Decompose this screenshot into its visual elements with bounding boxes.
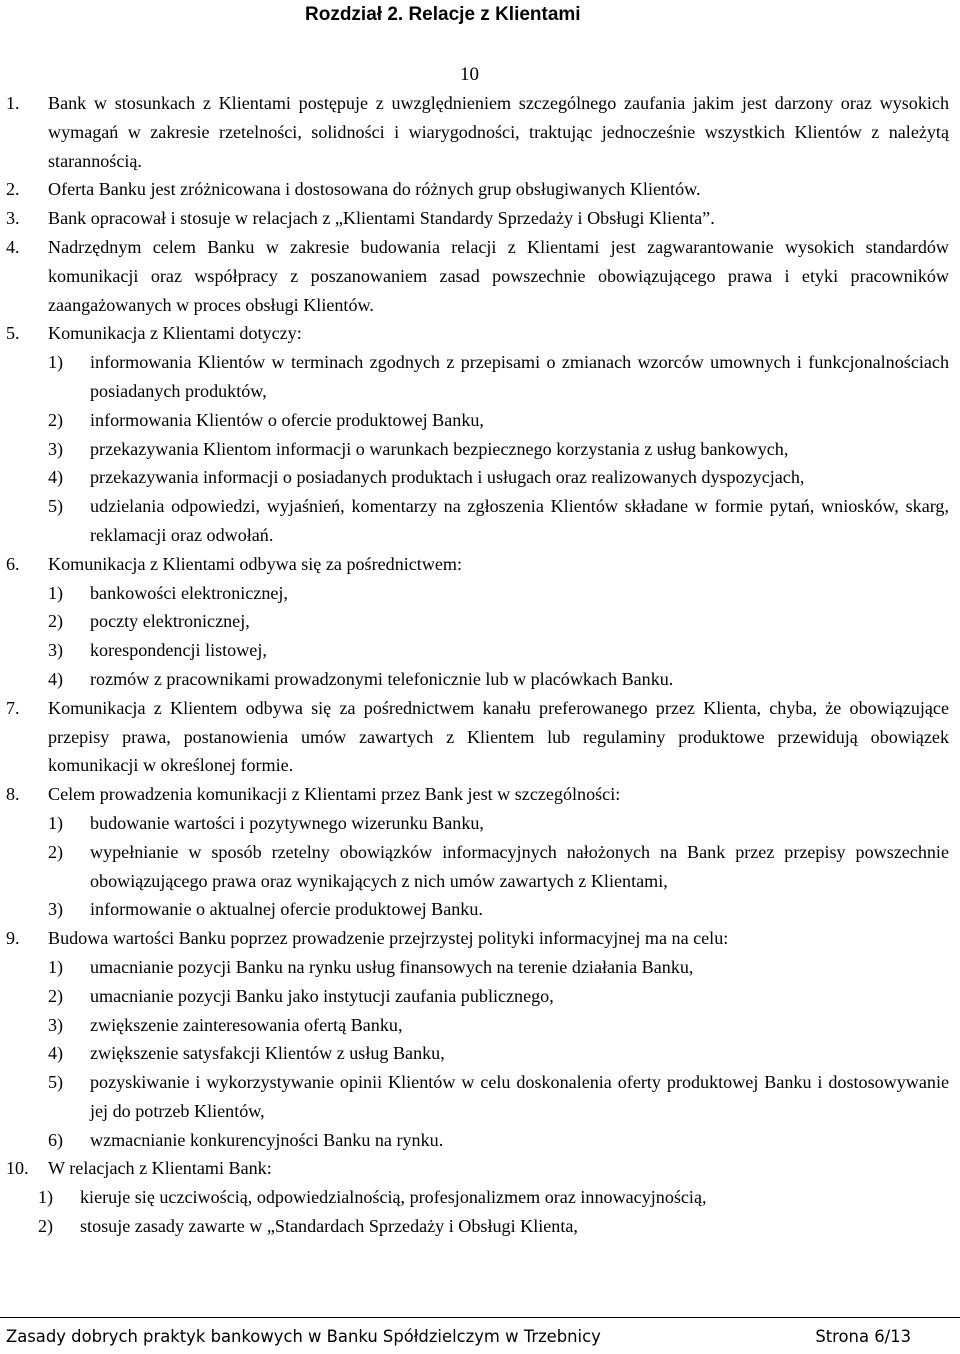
sub-list-item-number: 1): [48, 812, 64, 833]
sub-list-item-text: informowanie o aktualnej ofercie produktowej Banku.: [90, 899, 483, 920]
sub-list-item-text: zwiększenie zainteresowania ofertą Banku,: [90, 1014, 403, 1035]
list-item-text: Nadrzędnym celem Banku w zakresie budowania relacji z Klientami jest zagwarantowanie wysokich standardów komunikacji oraz współpracy z poszanowaniem zasad powszechnie obowiązującego prawa i etyki pracowników zaangażowanych w proces obsługi Klientów.: [48, 236, 949, 315]
sub-list-item: [48, 953, 949, 982]
list-item-text: Komunikacja z Klientem odbywa się za pośrednictwem kanału preferowanego przez Klienta, chyba, że obowiązujące przepisy prawa, postanowienia umów zawartych z Klientem lub regulaminy produktowe przewidują obowiązek komunikacji w określonej formie.: [48, 697, 949, 776]
page-marker: 10: [460, 64, 479, 85]
sub-list-item-text: budowanie wartości i pozytywnego wizerunku Banku,: [90, 812, 484, 833]
sub-list-item-number: 1): [48, 352, 64, 373]
sub-list-item: [48, 492, 949, 550]
sub-list-item-text: pozyskiwanie i wykorzystywanie opinii Klientów w celu doskonalenia oferty produktowej Banku i dostosowywanie jej do potrzeb Klientów,: [90, 1072, 949, 1121]
list-item-text: Oferta Banku jest zróżnicowana i dostosowana do różnych grup obsługiwanych Klientów.: [48, 179, 701, 200]
sub-list-item: [48, 838, 949, 896]
list-item-number: 2.: [6, 179, 20, 200]
sub-list-item-number: 6): [48, 1129, 64, 1150]
list-item: [6, 694, 949, 780]
sub-list-item-number: 5): [48, 496, 64, 517]
list-item-text: Bank opracował i stosuje w relacjach z „Klientami Standardy Sprzedaży i Obsługi Klienta”.: [48, 208, 715, 229]
list-item-number: 3.: [6, 208, 20, 229]
sub-list-item-text: korespondencji listowej,: [90, 640, 267, 661]
list-item: [6, 1154, 949, 1183]
sub-list-item: [48, 982, 949, 1011]
sub-list-item-text: zwiększenie satysfakcji Klientów z usług Banku,: [90, 1043, 445, 1064]
list-item-number: 9.: [6, 928, 20, 949]
list-section: [6, 694, 949, 780]
sub-list-item-number: 1): [48, 582, 64, 603]
sub-list-item-text: poczty elektronicznej,: [90, 611, 250, 632]
sub-list-item: [48, 1011, 949, 1040]
sub-list-item-text: rozmów z pracownikami prowadzonymi telefonicznie lub w placówkach Banku.: [90, 668, 674, 689]
list-section: [6, 924, 949, 1154]
footer-divider: [0, 1317, 960, 1318]
sub-list-item-text: udzielania odpowiedzi, wyjaśnień, komentarzy na zgłoszenia Klientów składane w formie pytań, wniosków, skarg, reklamacji oraz odwołań.: [90, 496, 949, 545]
sub-list-item: [38, 1212, 949, 1241]
sub-list-item: [48, 1068, 949, 1126]
list-item-number: 10.: [6, 1158, 29, 1179]
list-section: [6, 1154, 949, 1240]
sub-list-item: [48, 809, 949, 838]
list-item-number: 1.: [6, 93, 20, 113]
sub-list-item-text: umacnianie pozycji Banku jako instytucji zaufania publicznego,: [90, 985, 554, 1006]
sub-list-item-text: umacnianie pozycji Banku na rynku usług finansowych na terenie działania Banku,: [90, 956, 694, 977]
list-item-text: Bank w stosunkach z Klientami postępuje z uwzględnieniem szczególnego zaufania jakim jest darzony oraz wysokich wymagań w zakresie rzetelności, solidności i wiarygodności, traktując jednocześnie wszystkich Klientów z należytą starannością.: [48, 93, 949, 171]
list-section: [6, 204, 949, 233]
list-item: [6, 233, 949, 319]
sub-list-item: [48, 348, 949, 406]
sub-list-item-number: 3): [48, 899, 64, 920]
list-section: [6, 175, 949, 204]
sub-list-item-number: 2): [48, 409, 64, 430]
sub-list-item: [48, 607, 949, 636]
sub-list-item: [48, 665, 949, 694]
sub-list-item: [48, 1126, 949, 1155]
sub-list-item-number: 4): [48, 1043, 64, 1064]
list-section: [6, 233, 949, 319]
list-item: [6, 89, 949, 175]
list-item: [6, 319, 949, 348]
sub-list-item-number: 2): [48, 985, 64, 1006]
sub-list-item-text: wzmacnianie konkurencyjności Banku na rynku.: [90, 1129, 444, 1150]
list-item-text: Celem prowadzenia komunikacji z Klientami przez Bank jest w szczególności:: [48, 784, 621, 805]
list-item-text: Komunikacja z Klientami dotyczy:: [48, 323, 302, 344]
list-item: [6, 924, 949, 953]
sub-list-item-text: informowania Klientów o ofercie produktowej Banku,: [90, 409, 484, 430]
sub-list-item: [48, 435, 949, 464]
list-item: [6, 780, 949, 809]
list-item-number: 7.: [6, 697, 20, 718]
sub-list-item-text: informowania Klientów w terminach zgodnych z przepisami o zmianach wzorców umownych i funkcjonalnościach posiadanych produktów,: [90, 352, 949, 401]
list-item: [6, 550, 949, 579]
list-section: [6, 319, 949, 549]
sub-list-item-number: 2): [48, 611, 64, 632]
sub-list-item-text: przekazywania Klientom informacji o warunkach bezpiecznego korzystania z usług bankowych,: [90, 438, 789, 459]
sub-list-item-number: 2): [38, 1216, 54, 1237]
list-section: [6, 780, 949, 924]
list-section: [6, 89, 949, 175]
chapter-title: Rozdział 2. Relacje z Klientami: [305, 4, 581, 25]
sub-list-item-text: stosuje zasady zawarte w „Standardach Sprzedaży i Obsługi Klienta,: [80, 1216, 578, 1237]
sub-list-item-number: 4): [48, 467, 64, 488]
list-item: [6, 175, 949, 204]
sub-list-item-text: wypełnianie w sposób rzetelny obowiązków informacyjnych nałożonych na Bank przez przepisy powszechnie obowiązującego prawa oraz wynikających z nich umów zawartych z Klientami,: [90, 841, 949, 891]
sub-list-item-text: kieruje się uczciwością, odpowiedzialnością, profesjonalizmem oraz innowacyjnością,: [80, 1187, 707, 1208]
list-item-number: 4.: [6, 236, 20, 257]
sub-list-item-number: 1): [38, 1187, 54, 1208]
list-item-text: W relacjach z Klientami Bank:: [48, 1158, 272, 1179]
sub-list-item-number: 3): [48, 640, 64, 661]
sub-list-item: [48, 463, 949, 492]
list-item-text: Komunikacja z Klientami odbywa się za pośrednictwem:: [48, 553, 463, 574]
sub-list-item: [48, 1039, 949, 1068]
sub-list-item-text: bankowości elektronicznej,: [90, 582, 288, 603]
sub-list-item-number: 2): [48, 841, 64, 862]
sub-list-item: [48, 636, 949, 665]
list-item-number: 6.: [6, 553, 20, 574]
sub-list-item: [48, 406, 949, 435]
sub-list-item: [48, 895, 949, 924]
list-item-number: 5.: [6, 323, 20, 344]
sub-list-item: [38, 1183, 949, 1212]
sub-list-item-number: 4): [48, 668, 64, 689]
sub-list-item-number: 3): [48, 438, 64, 459]
document-body: [6, 89, 949, 1241]
sub-list-item-number: 1): [48, 956, 64, 977]
sub-list-item-number: 3): [48, 1014, 64, 1035]
list-section: [6, 550, 949, 694]
sub-list-item: [48, 579, 949, 608]
list-item-number: 8.: [6, 784, 20, 805]
footer-document-title: Zasady dobrych praktyk bankowych w Banku Spółdzielczym w Trzebnicy: [6, 1327, 601, 1346]
list-item: [6, 204, 949, 233]
sub-list-item-number: 5): [48, 1072, 64, 1093]
sub-list-item-text: przekazywania informacji o posiadanych produktach i usługach oraz realizowanych dyspozycjach,: [90, 467, 805, 488]
list-item-text: Budowa wartości Banku poprzez prowadzenie przejrzystej polityki informacyjnej ma na celu:: [48, 928, 729, 949]
footer-page-number: Strona 6/13: [815, 1327, 911, 1346]
